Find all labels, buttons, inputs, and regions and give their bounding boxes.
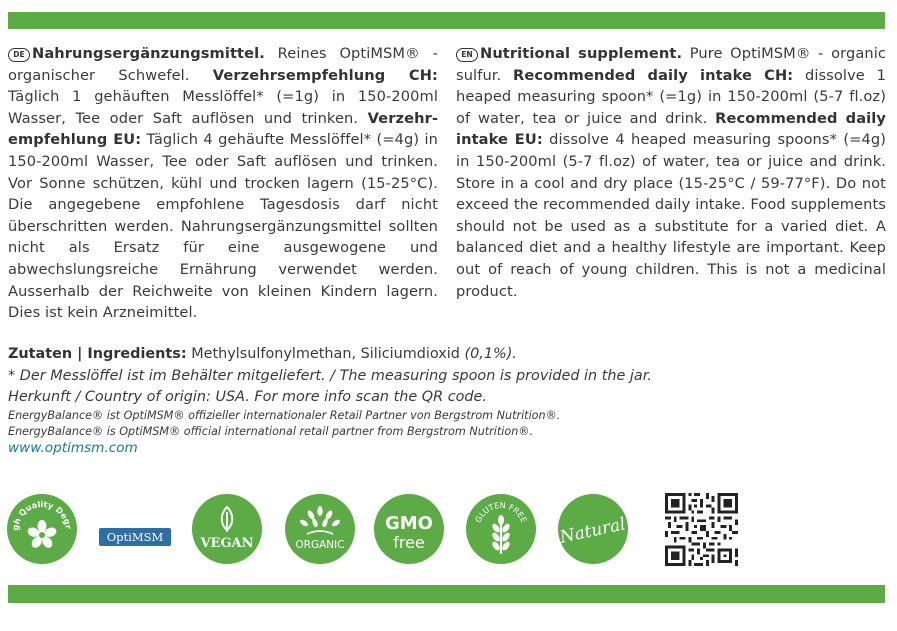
vegan-icon xyxy=(192,494,262,564)
organic-text: ORGANIC xyxy=(295,539,345,551)
optimsm-logo: OptiMSM xyxy=(99,528,171,546)
gluten-free-icon xyxy=(466,494,536,564)
partner-note-de: EnergyBalance® ist OptiMSM® offizieller internationaler Retail Partner von Bergstrom Nutrition®. xyxy=(8,409,561,422)
en-language-badge: EN xyxy=(456,48,478,62)
gmo-free-icon xyxy=(374,494,444,564)
de-intake-eu-label: Verzehrempfehlung EU: xyxy=(8,109,438,149)
de-language-badge: DE xyxy=(8,48,30,62)
en-intake-ch-label: Recommended daily intake CH: xyxy=(513,66,794,84)
en-intake-eu-label: Recommended daily intake EU: xyxy=(456,109,886,149)
website-link[interactable]: www.optimsm.com xyxy=(8,440,138,456)
gluten-free-text: GLUTEN FREE xyxy=(473,500,529,524)
de-text-1: Reines OptiMSM® - organischer Schwefel. xyxy=(8,45,438,84)
ingredients-text: Methylsulfonylmethan, Siliciumdioxid xyxy=(186,346,465,362)
en-text-2: dissolve 1 heaped measuring spoon* (=1g) in 150-200ml (5-7 fl.oz) of water, tea or juice and drink. xyxy=(456,66,886,127)
high-quality-degree-icon xyxy=(7,494,77,564)
bottom-green-bar xyxy=(8,585,885,603)
de-intake-ch-label: Verzehrsempfehlung CH: xyxy=(212,66,438,84)
product-details xyxy=(8,342,888,457)
top-green-bar xyxy=(8,12,885,29)
gmo-text: GMO xyxy=(385,513,433,534)
country-of-origin: Herkunft / Country of origin: USA. For more info scan the QR code. xyxy=(8,389,487,405)
ingredients-line xyxy=(8,342,888,366)
measuring-spoon-footnote: * Der Messlöffel ist im Behälter mitgeliefert. / The measuring spoon is provided in the jar. xyxy=(8,368,652,384)
de-text-3: Täglich 4 gehäufte Messlöffel* (=4g) in 150-200ml Wasser, Tee oder Saft auflösen und trinken. Vor Sonne schützen, kühl und trocken lagern (15-25°C). Die angegebene empfohlene Tagesdosis darf nicht überschritten werden. Nahrungsergänzungsmittel sollten nicht als Ersatz für eine ausgewogene und abwechslungsreiche Ernährung verwendet werden. Ausserhalb der Reichweite von kleinen Kindern lagern. Dies ist kein Arzneimittel. xyxy=(8,131,438,322)
partner-note-en: EnergyBalance® is OptiMSM® official international retail partner from Bergstrom Nutrition®. xyxy=(8,425,534,438)
english-text-column xyxy=(456,43,886,302)
en-text-1: Pure OptiMSM® - organic sulfur. xyxy=(456,45,886,84)
natural-icon xyxy=(558,494,628,564)
quality-badge-text: gh Quality Degr xyxy=(9,498,74,532)
gmo-free-text: free xyxy=(393,533,425,552)
certification-logos xyxy=(0,490,897,570)
de-text-2: Täglich 1 gehäuften Messlöffel* (=1g) in 150-200ml Wasser, Tee oder Saft auflösen und trinken. xyxy=(8,88,438,127)
german-text-column xyxy=(8,43,438,324)
ingredients-label: Zutaten | Ingredients: xyxy=(8,346,187,362)
organic-icon xyxy=(285,494,355,564)
ingredients-percent: (0,1%). xyxy=(464,346,517,362)
en-heading: Nutritional supplement. xyxy=(480,45,683,62)
natural-text: Natural xyxy=(558,514,628,548)
qr-code[interactable] xyxy=(665,493,738,566)
de-heading: Nahrungsergänzungsmittel. xyxy=(32,45,265,62)
en-text-3: dissolve 4 heaped measuring spoons* (=4g) in 150-200ml (5-7 fl.oz) of water, tea or juice and drink. Store in a cool and dry place (15-25°C / 59-77°F). Do not exceed the recommended daily intake. Food supplements should not be used as a substitute for a varied diet. A balanced diet and a healthy lifestyle are important. Keep out of reach of young children. This is not a medicinal product. xyxy=(456,131,887,300)
vegan-text: VEGAN xyxy=(200,536,254,551)
